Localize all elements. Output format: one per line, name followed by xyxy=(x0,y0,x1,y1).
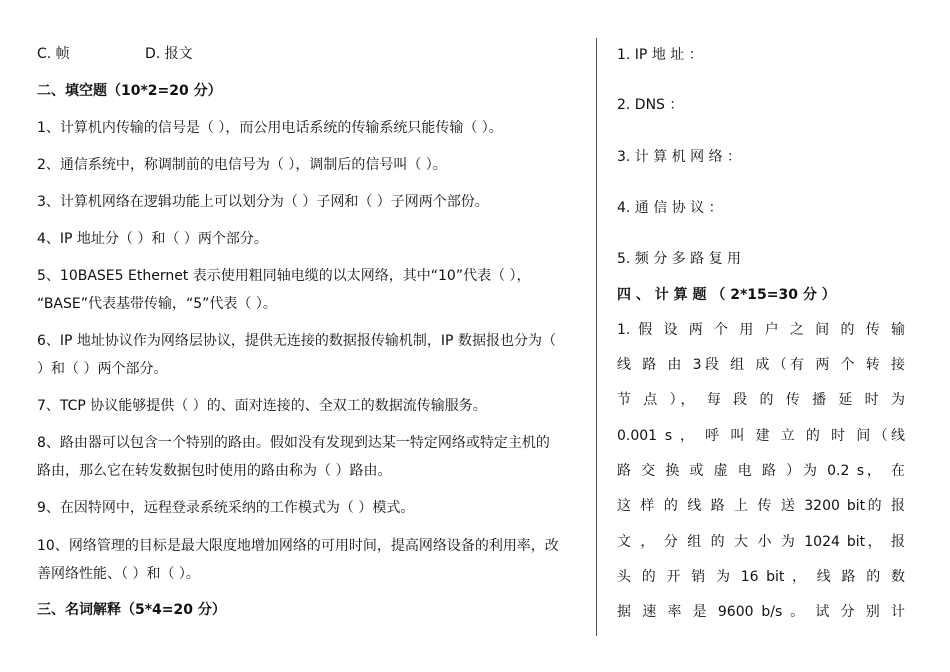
problem-line-2: 线 路 由 3段 组 成（有 两 个 转 接 xyxy=(617,357,905,373)
problem-line-7: 文 ， 分 组 的 大 小 为 1024 bit， 报 xyxy=(617,534,905,550)
question-4: 4、IP 地址分（ ）和（ ）两个部分。 xyxy=(37,231,268,247)
option-c: C. 帧 xyxy=(37,46,70,62)
option-d: D. 报文 xyxy=(145,46,193,62)
section3-title: 三、名词解释（5*4=20 分） xyxy=(37,602,226,618)
column-divider xyxy=(596,38,597,636)
term-computer-network: 3. 计 算 机 网 络 ： xyxy=(617,149,742,165)
question-10-line-1: 10、网络管理的目标是最大限度地增加网络的可用时间，提高网络设备的利用率，改 xyxy=(37,538,559,554)
question-9: 9、在因特网中，远程登录系统采纳的工作模式为（ ）模式。 xyxy=(37,500,415,516)
term-dns: 2. DNS ： xyxy=(617,97,684,113)
term-ip-address: 1. IP 地 址 ： xyxy=(617,47,703,63)
question-5-line-1: 5、10BASE5 Ethernet 表示使用粗同轴电缆的以太网络，其中“10”代表（ ）， xyxy=(37,268,531,284)
question-8-line-2: 路由，那么它在转发数据包时使用的路由称为（ ）路由。 xyxy=(37,463,392,479)
problem-line-9: 据 速 率 是 9600 b/s 。 试 分 别 计 xyxy=(617,604,905,620)
question-5-line-2: “BASE”代表基带传输，“5”代表（ ）。 xyxy=(37,296,277,312)
question-1: 1、计算机内传输的信号是（ ），而公用电话系统的传输系统只能传输（ ）。 xyxy=(37,120,503,136)
problem-line-3: 节 点 ）， 每 段 的 传 播 延 时 为 xyxy=(617,392,905,408)
question-6-line-1: 6、IP 地址协议作为网络层协议，提供无连接的数据报传输机制，IP 数据报也分为（ xyxy=(37,333,556,349)
question-6-line-2: ）和（ ）两个部分。 xyxy=(37,361,168,377)
question-2: 2、通信系统中，称调制前的电信号为（ ），调制后的信号叫（ ）。 xyxy=(37,157,447,173)
question-3: 3、计算机网络在逻辑功能上可以划分为（ ）子网和（ ）子网两个部份。 xyxy=(37,194,489,210)
question-8-line-1: 8、路由器可以包含一个特别的路由。假如没有发现到达某一特定网络或特定主机的 xyxy=(37,435,550,451)
problem-line-1: 1. 假 设 两 个 用 户 之 间 的 传 输 xyxy=(617,322,905,338)
question-10-line-2: 善网络性能、（ ）和（ ）。 xyxy=(37,566,200,582)
problem-line-6: 这 样 的 线 路 上 传 送 3200 bit的 报 xyxy=(617,498,905,514)
problem-line-5: 路 交 换 或 虚 电 路 ）为 0.2 s， 在 xyxy=(617,463,905,479)
section4-title: 四 、 计 算 题 （ 2*15=30 分 ） xyxy=(617,287,836,303)
term-fdm: 5. 频 分 多 路 复 用 xyxy=(617,251,742,267)
term-protocol: 4. 通 信 协 议 ： xyxy=(617,200,723,216)
problem-line-4: 0.001 s ， 呼 叫 建 立 的 时 间（线 xyxy=(617,428,905,444)
section2-title: 二、填空题（10*2=20 分） xyxy=(37,83,222,99)
problem-line-8: 头 的 开 销 为 16 bit ， 线 路 的 数 xyxy=(617,569,905,585)
question-7: 7、TCP 协议能够提供（ ）的、面对连接的、全双工的数据流传输服务。 xyxy=(37,398,487,414)
